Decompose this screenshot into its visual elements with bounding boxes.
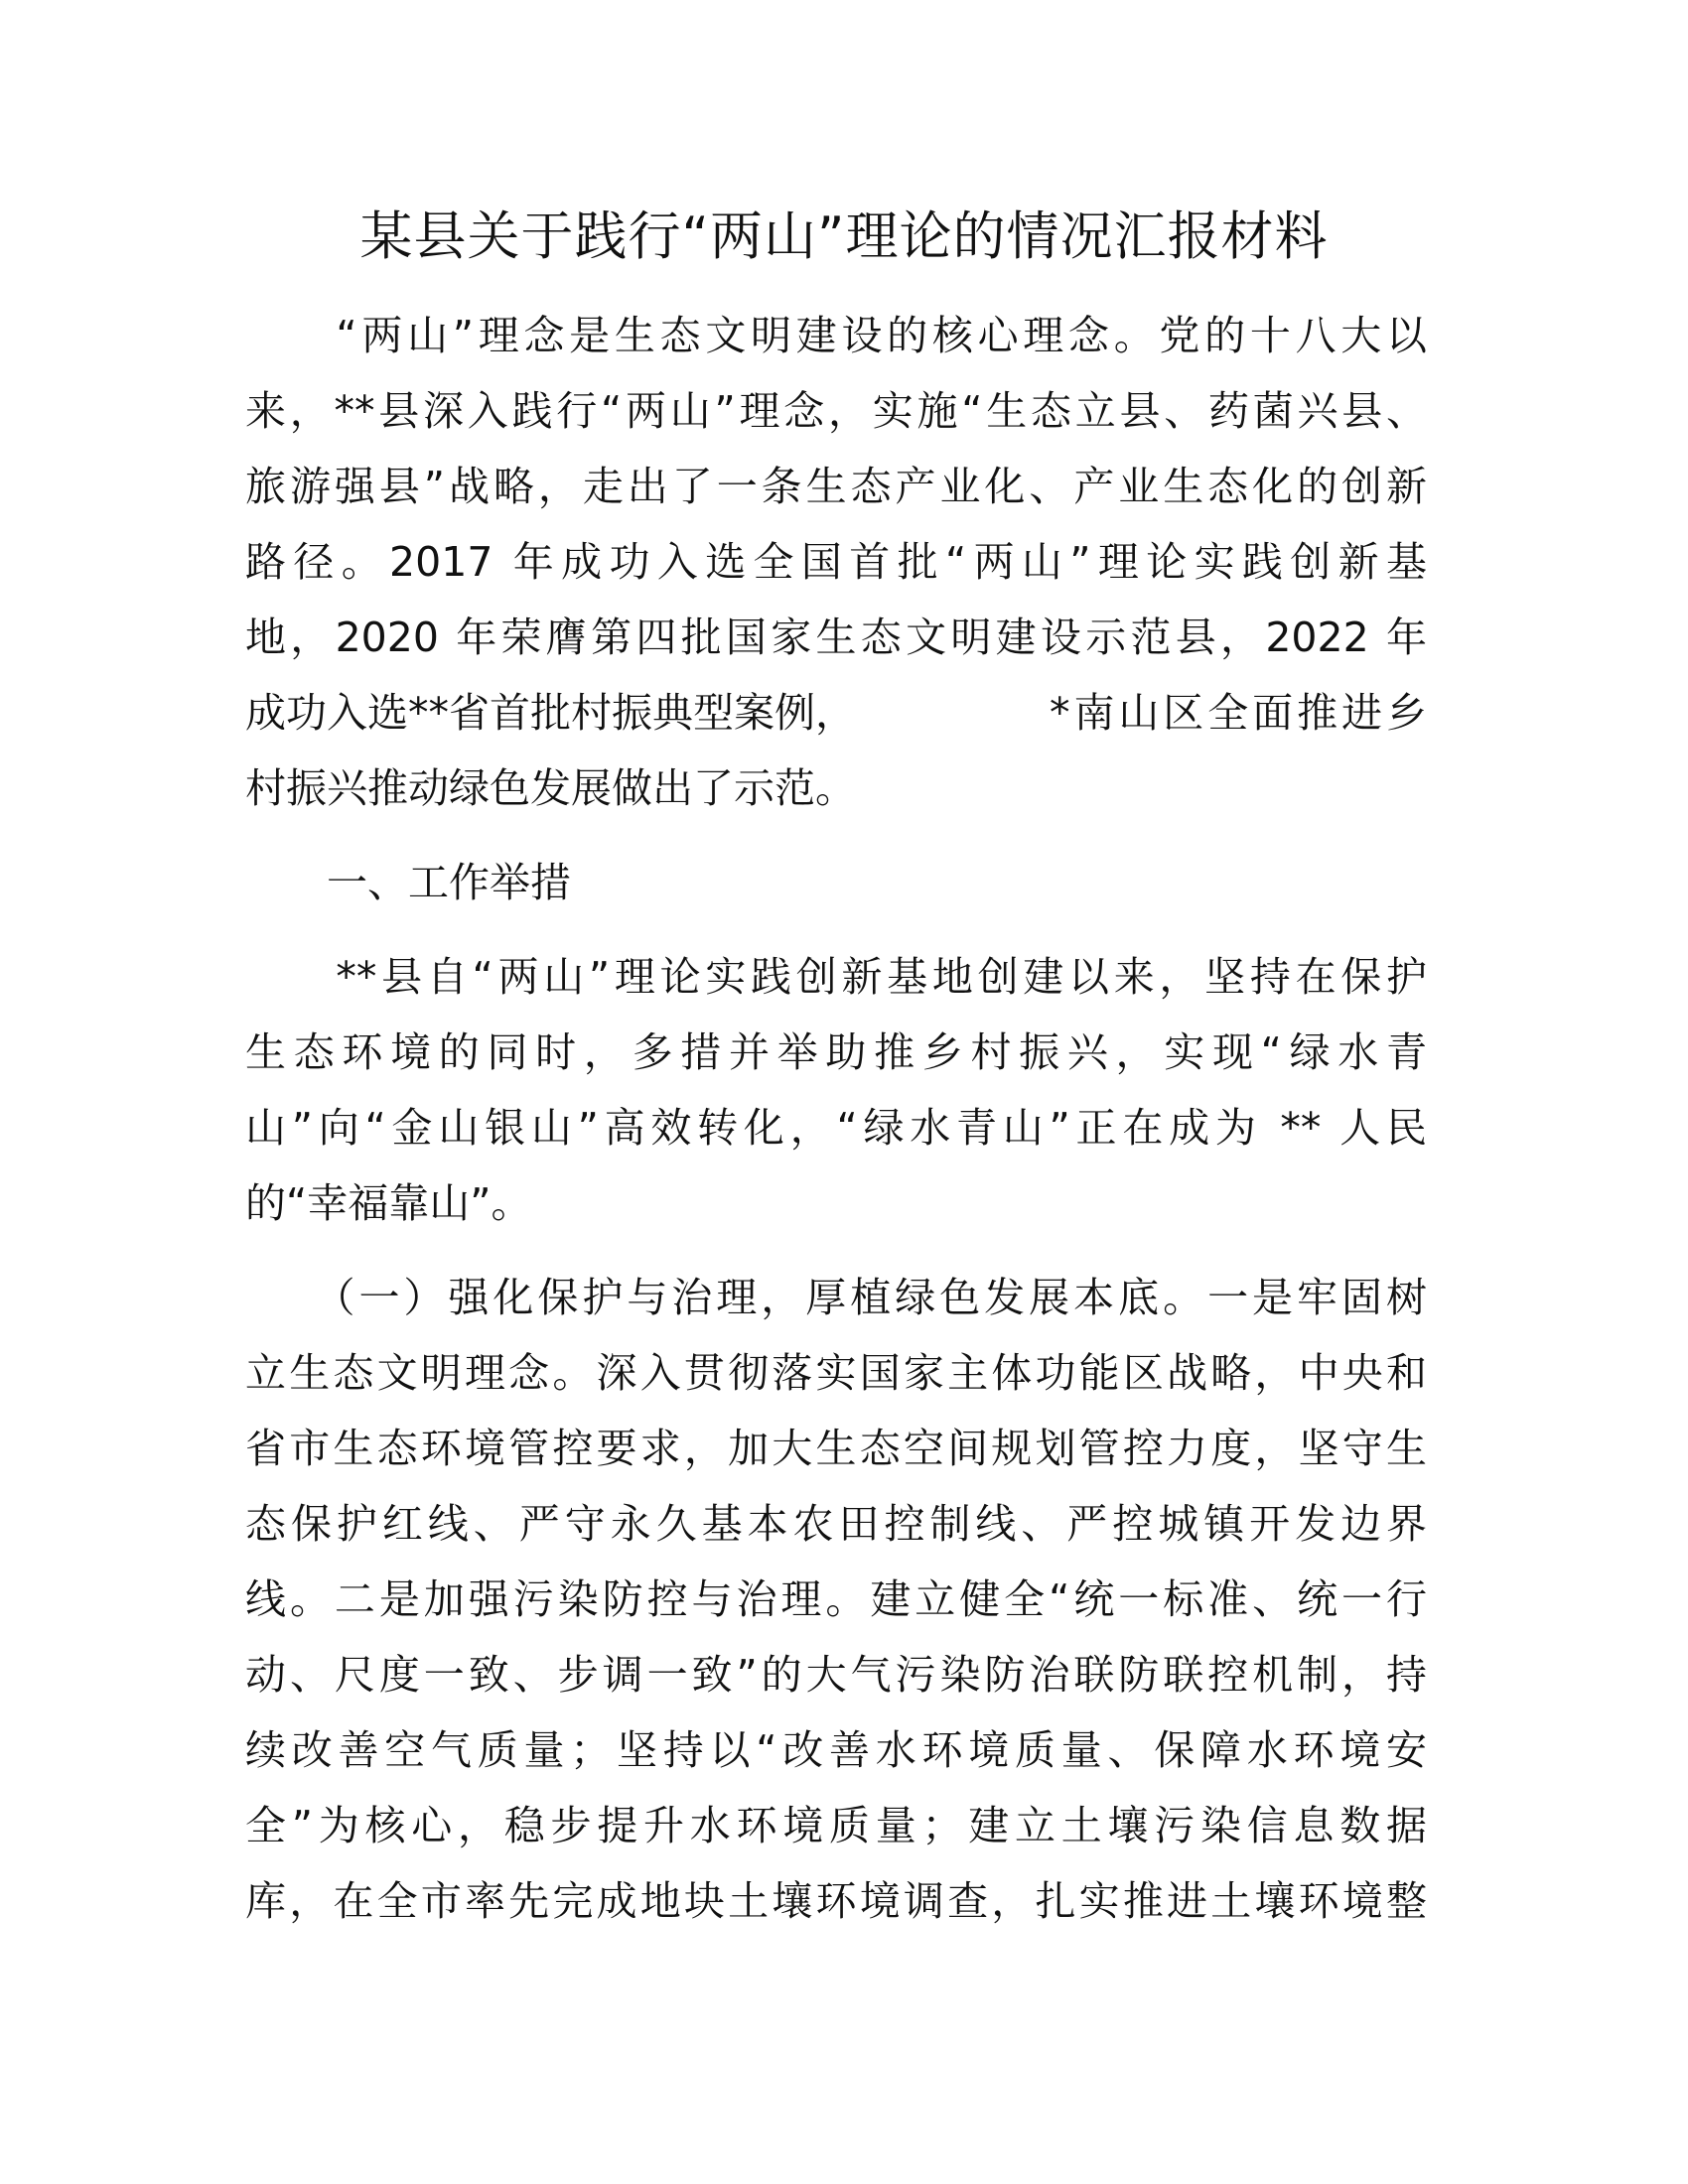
text-line: **县自“两山”理论实践创新基地创建以来，坚持在保护 — [245, 953, 1427, 1001]
text-line: 山”向“金山银山”高效转化，“绿水青山”正在成为 ** 人民 — [245, 1104, 1427, 1152]
text-line: 路径。2017 年成功入选全国首批“两山”理论实践创新基 — [245, 538, 1427, 586]
text-line: 线。二是加强污染防控与治理。建立健全“统一标准、统一行 — [245, 1575, 1427, 1623]
paragraph — [245, 1260, 1427, 1939]
text-line: 全”为核心，稳步提升水环境质量；建立土壤污染信息数据 — [245, 1802, 1427, 1849]
document-body — [245, 298, 1427, 1958]
section-heading — [245, 845, 1427, 920]
paragraph — [245, 298, 1427, 826]
text-line: 动、尺度一致、步调一致”的大气污染防治联防联控机制，持 — [245, 1651, 1427, 1699]
text-line: 续改善空气质量；坚持以“改善水环境质量、保障水环境安 — [245, 1726, 1427, 1774]
text-line: 旅游强县”战略，走出了一条生态产业化、产业生态化的创新 — [245, 463, 1427, 510]
text-line: 库，在全市率先完成地块土壤环境调查，扎实推进土壤环境整 — [245, 1877, 1427, 1925]
text-segment: *南山区全面推进乡 — [1050, 689, 1427, 737]
text-line: “两山”理念是生态文明建设的核心理念。党的十八大以 — [245, 312, 1427, 359]
text-line: 立生态文明理念。深入贯彻落实国家主体功能区战略，中央和 — [245, 1349, 1427, 1397]
document-title: 某县关于践行“两山”理论的情况汇报材料 — [359, 206, 1329, 267]
text-line: （一）强化保护与治理，厚植绿色发展本底。一是牢固树 — [245, 1274, 1427, 1321]
text-line: 地，2020 年荣膺第四批国家生态文明建设示范县，2022 年 — [245, 614, 1427, 661]
paragraph — [245, 939, 1427, 1241]
text-line: 一、工作举措 — [245, 859, 571, 906]
text-line: 省市生态环境管控要求，加大生态空间规划管控力度，坚守生 — [245, 1425, 1427, 1472]
text-segment: 成功入选**省首批村振典型案例， — [245, 689, 856, 737]
text-line: 态保护红线、严守永久基本农田控制线、严控城镇开发边界 — [245, 1500, 1427, 1548]
text-line: 生态环境的同时，多措并举助推乡村振兴，实现“绿水青 — [245, 1028, 1427, 1076]
text-line: 村振兴推动绿色发展做出了示范。 — [245, 764, 856, 812]
text-line: 来，**县深入践行“两山”理念，实施“生态立县、药菌兴县、 — [245, 387, 1427, 435]
text-line — [245, 675, 1427, 751]
text-line: 的“幸福靠山”。 — [245, 1179, 532, 1227]
